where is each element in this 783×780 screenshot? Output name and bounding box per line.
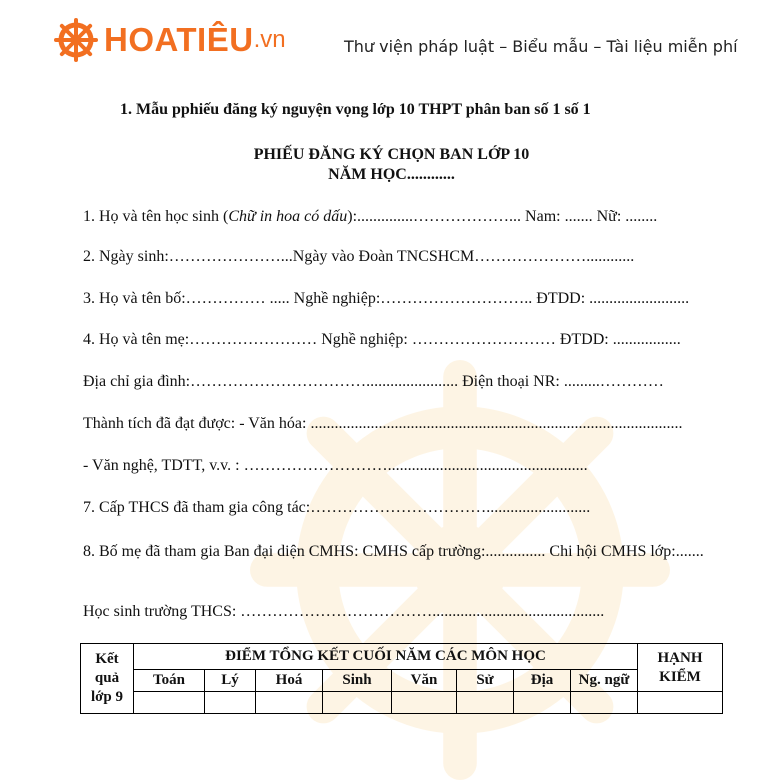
document-title: 1. Mẫu pphiếu đăng ký nguyện vọng lớp 10 THPT phân ban số 1 số 1	[120, 101, 591, 118]
result-label: Kết quả lớp 9	[81, 644, 134, 714]
score-cell[interactable]	[514, 692, 571, 714]
name-hint: Chữ in hoa có dấu	[228, 208, 348, 225]
score-cell[interactable]	[134, 692, 205, 714]
ship-wheel-icon	[54, 18, 98, 62]
score-cell[interactable]	[205, 692, 256, 714]
thcs-school-line: Học sinh trường THCS: ………………………………...........................................	[83, 603, 605, 620]
logo-domain: .vn	[253, 26, 286, 53]
mother-line: 4. Họ và tên mẹ:…………………… Nghề nghiệp: ……………………… ĐTDD: .................	[83, 331, 681, 348]
conduct-label: HẠNH KIỂM	[638, 644, 723, 692]
subject-header: Hoá	[256, 670, 323, 692]
subject-header: Ng. ngữ	[571, 670, 638, 692]
student-name-line: 1. Họ và tên học sinh (Chữ in hoa có dấu):..............………………... Nam: ....... Nữ: ........	[83, 208, 658, 225]
score-cell[interactable]	[457, 692, 514, 714]
logo-text: HOATIÊU	[104, 21, 254, 58]
school-year: NĂM HỌC............	[328, 166, 455, 183]
thcs-activity-line: 7. Cấp THCS đã tham gia công tác:……………………………..........................	[83, 499, 591, 516]
achievement-arts-line: - Văn nghệ, TDTT, v.v. : ………………………..................................................	[83, 457, 588, 474]
father-line: 3. Họ và tên bố:…………… ..... Nghề nghiệp:……………………….. ĐTDD: .........................	[83, 290, 690, 307]
conduct-cell[interactable]	[638, 692, 723, 714]
subject-header: Lý	[205, 670, 256, 692]
address-line: Địa chỉ gia đình:……………………………....................... Điện thoại NR: .........…………	[83, 373, 664, 390]
score-cell[interactable]	[571, 692, 638, 714]
birth-date-line: 2. Ngày sinh:…………………...Ngày vào Đoàn TNCSHCM…………………............	[83, 248, 635, 265]
score-cell[interactable]	[323, 692, 392, 714]
subject-header: Sinh	[323, 670, 392, 692]
site-tagline: Thư viện pháp luật – Biểu mẫu – Tài liệu miễn phí	[344, 37, 738, 56]
subject-header: Sử	[457, 670, 514, 692]
form-title: PHIẾU ĐĂNG KÝ CHỌN BAN LỚP 10	[253, 146, 530, 163]
score-cell[interactable]	[392, 692, 457, 714]
parents-association-line: 8. Bố mẹ đã tham gia Ban đại diện CMHS: CMHS cấp trường:............... Chi hội CMHS lớp:.......	[83, 543, 704, 560]
achievement-culture-line: Thành tích đã đạt được: - Văn hóa: .............................................................................................	[83, 415, 683, 432]
score-cell[interactable]	[256, 692, 323, 714]
subject-header: Địa	[514, 670, 571, 692]
site-header	[0, 0, 783, 80]
score-table	[80, 643, 723, 714]
subject-header: Toán	[134, 670, 205, 692]
logo[interactable]	[54, 14, 286, 66]
subject-header: Văn	[392, 670, 457, 692]
group-header: ĐIỂM TỔNG KẾT CUỐI NĂM CÁC MÔN HỌC	[134, 644, 638, 670]
